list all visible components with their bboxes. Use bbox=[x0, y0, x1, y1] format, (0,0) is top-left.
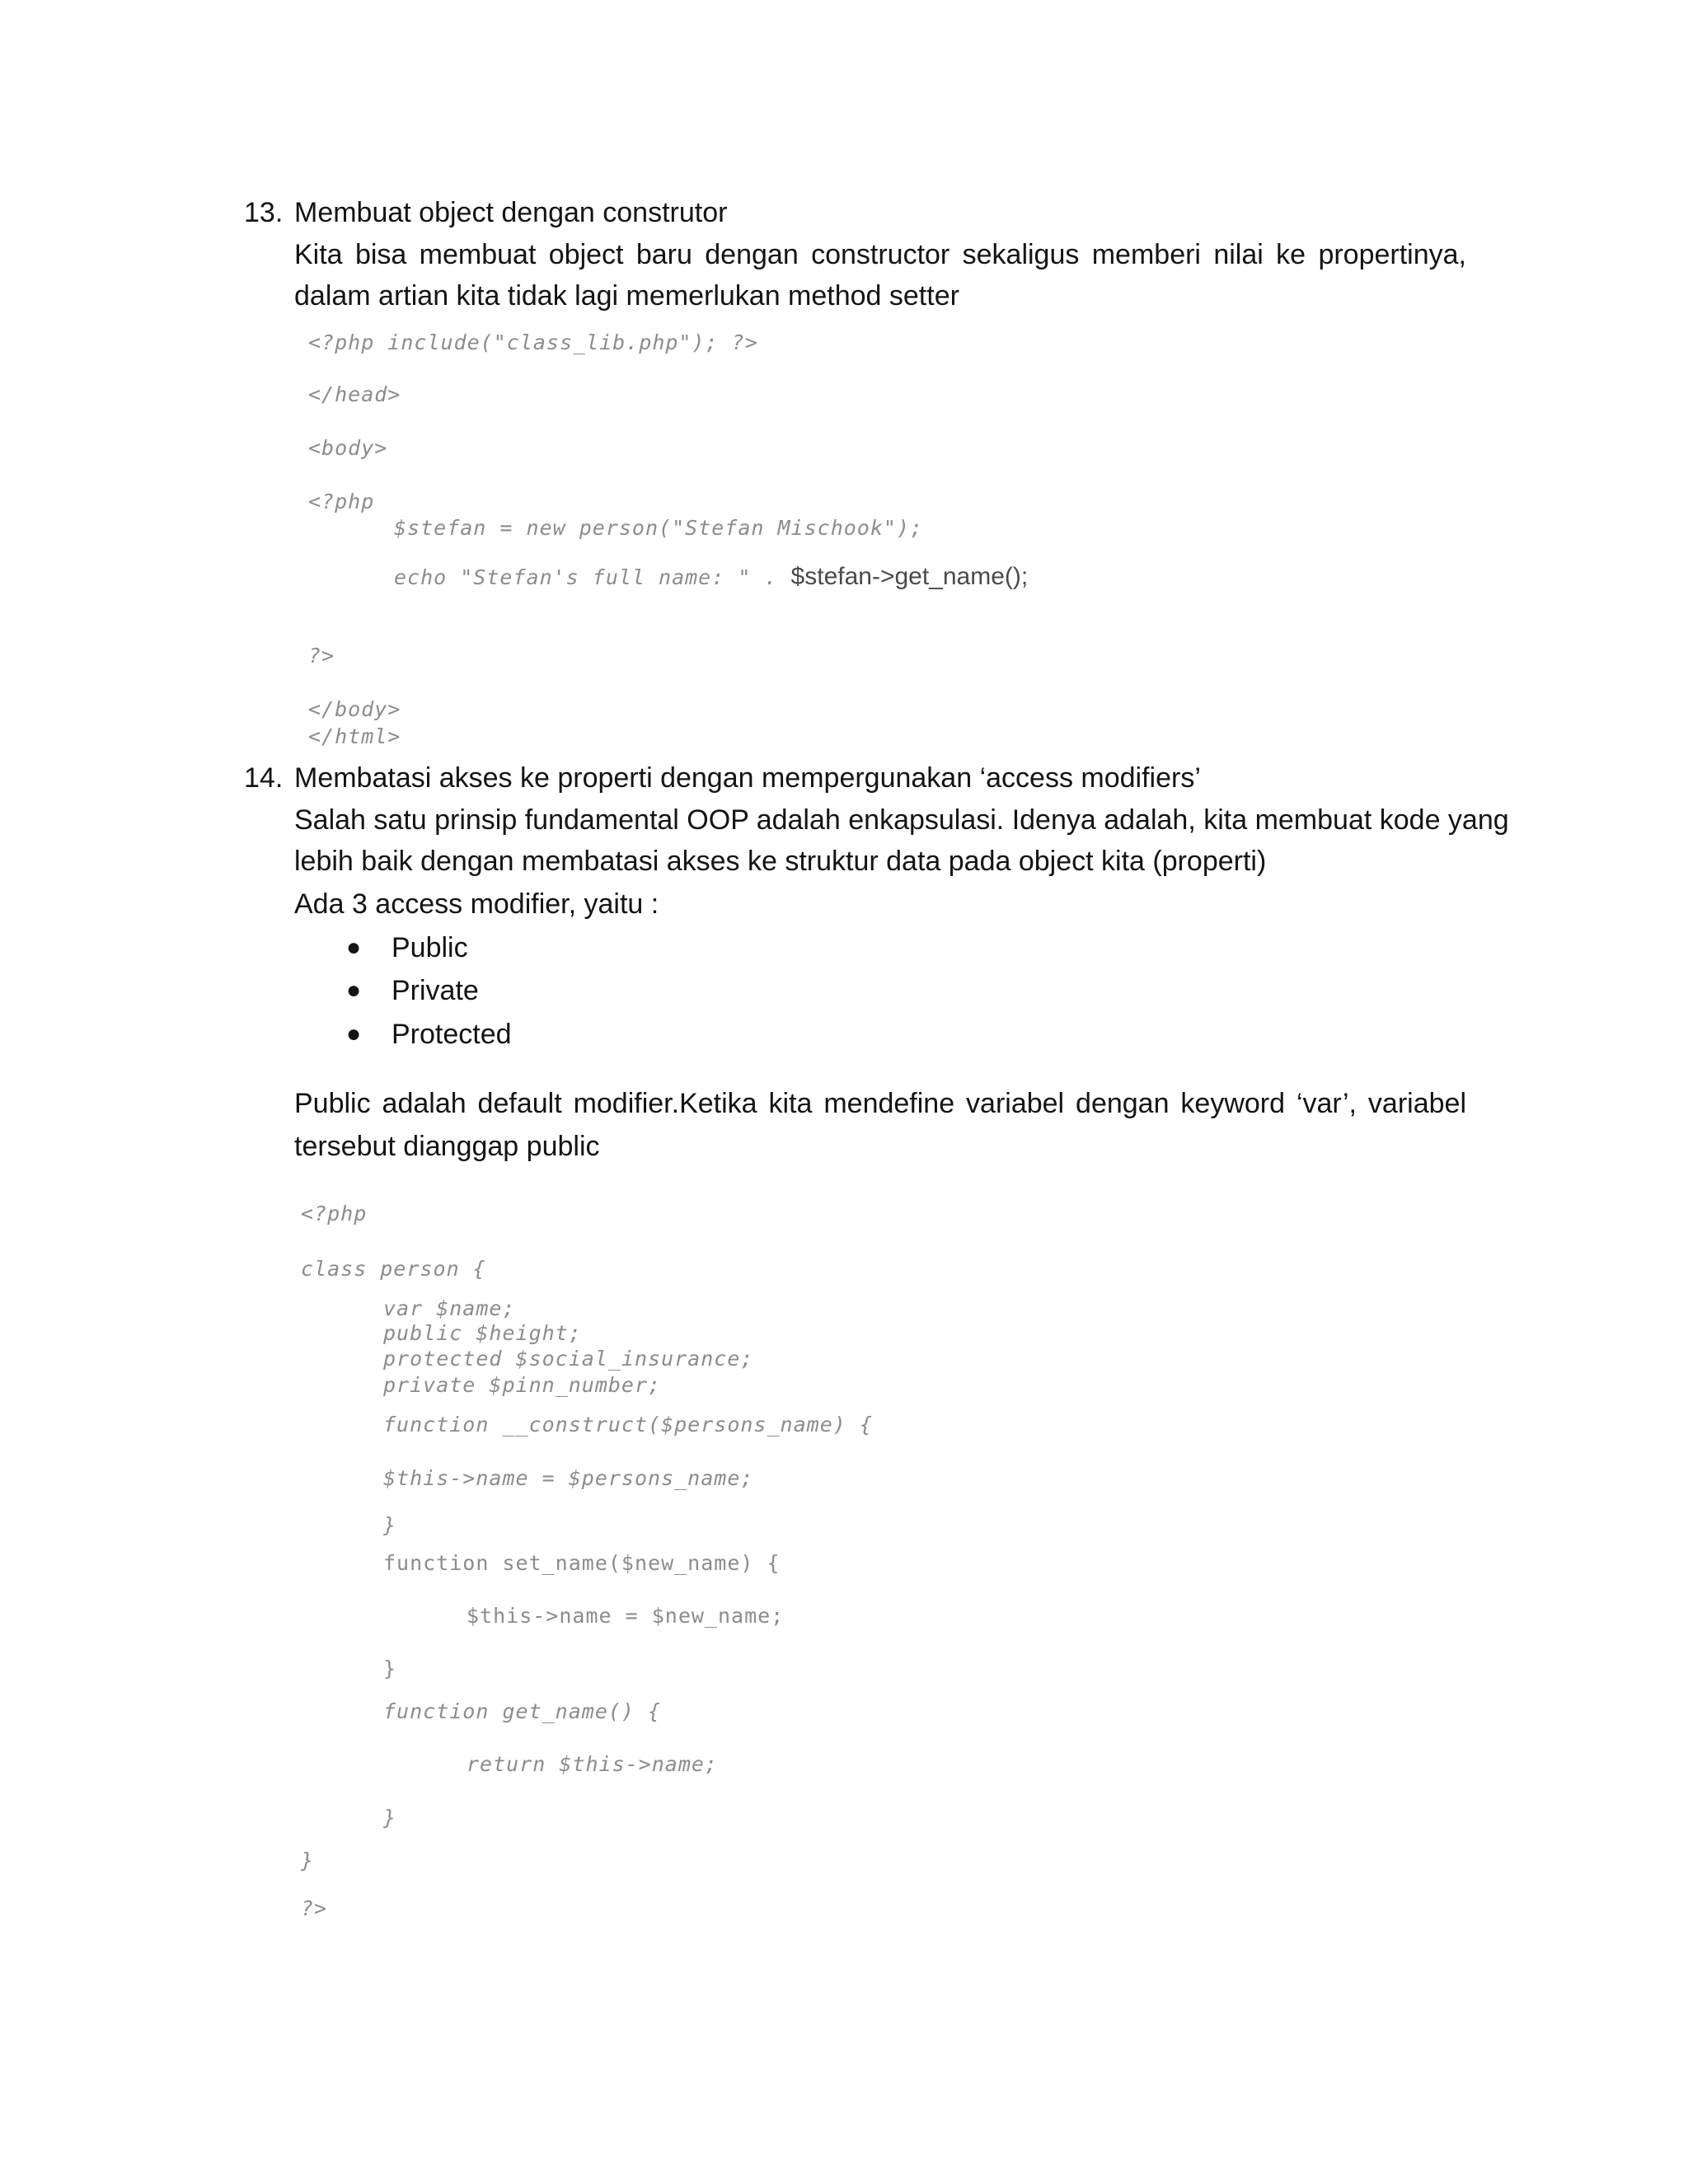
bullet-icon: ● bbox=[346, 934, 362, 961]
public-note-line-2: tersebut dianggap public bbox=[294, 1131, 600, 1162]
code-line: <body> bbox=[308, 436, 388, 460]
section-13-heading: Membuat object dengan construtor bbox=[294, 197, 728, 228]
code-line: public $height; bbox=[383, 1321, 582, 1345]
code-line: </html> bbox=[308, 724, 401, 748]
code-line: class person { bbox=[301, 1257, 486, 1281]
code-line: <?php bbox=[308, 490, 375, 513]
section-13-number: 13. bbox=[244, 197, 284, 228]
list-item: Private bbox=[392, 975, 479, 1006]
code-line: ?> bbox=[308, 644, 335, 668]
code-line: private $pinn_number; bbox=[383, 1373, 662, 1397]
code-line: function get_name() { bbox=[383, 1699, 662, 1723]
code-line: <?php include("class_lib.php"); ?> bbox=[308, 330, 758, 354]
section-14-heading: Membatasi akses ke properti dengan mempergunakan ‘access modifiers’ bbox=[294, 762, 1201, 794]
section-14-number: 14. bbox=[244, 762, 284, 794]
code-line bbox=[394, 565, 1028, 589]
access-modifier-intro: Ada 3 access modifier, yaitu : bbox=[294, 888, 659, 920]
code-line: function __construct($persons_name) { bbox=[383, 1413, 873, 1436]
code-line: } bbox=[383, 1806, 397, 1830]
public-note-line-1: Public adalah default modifier.Ketika kita mendefine variabel dengan keyword ‘var’, variabel bbox=[294, 1088, 1466, 1119]
list-item: Public bbox=[392, 932, 468, 963]
code-line: function set_name($new_name) { bbox=[383, 1551, 781, 1575]
section-13-paragraph-line-1: Kita bisa membuat object baru dengan constructor sekaligus memberi nilai ke propertinya, bbox=[294, 239, 1466, 270]
code-line: </head> bbox=[308, 382, 401, 406]
code-line: } bbox=[383, 1513, 397, 1537]
code-line: $this->name = $new_name; bbox=[467, 1604, 785, 1628]
list-item: Protected bbox=[392, 1019, 512, 1050]
code-line: } bbox=[301, 1849, 315, 1872]
code-line: $this->name = $persons_name; bbox=[383, 1466, 754, 1490]
code-line: var $name; bbox=[383, 1296, 516, 1320]
section-13-paragraph-line-2: dalam artian kita tidak lagi memerlukan method setter bbox=[294, 280, 959, 312]
section-14-paragraph-line-1: Salah satu prinsip fundamental OOP adalah enkapsulasi. Idenya adalah, kita membuat kode yang bbox=[294, 804, 1509, 836]
code-echo-text: echo "Stefan's full name: " . bbox=[394, 565, 791, 589]
code-line: } bbox=[383, 1657, 397, 1680]
code-line: </body> bbox=[308, 697, 401, 721]
bullet-icon: ● bbox=[346, 977, 362, 1004]
section-14-paragraph-line-2: lebih baik dengan membatasi akses ke struktur data pada object kita (properti) bbox=[294, 846, 1267, 877]
bullet-icon: ● bbox=[346, 1020, 362, 1047]
code-line: return $this->name; bbox=[467, 1752, 718, 1776]
code-line: $stefan = new person("Stefan Mischook"); bbox=[394, 516, 924, 540]
code-line: protected $social_insurance; bbox=[383, 1347, 754, 1371]
code-get-name-call: $stefan->get_name(); bbox=[790, 563, 1029, 590]
code-line: ?> bbox=[301, 1896, 328, 1920]
code-line: <?php bbox=[301, 1202, 368, 1226]
